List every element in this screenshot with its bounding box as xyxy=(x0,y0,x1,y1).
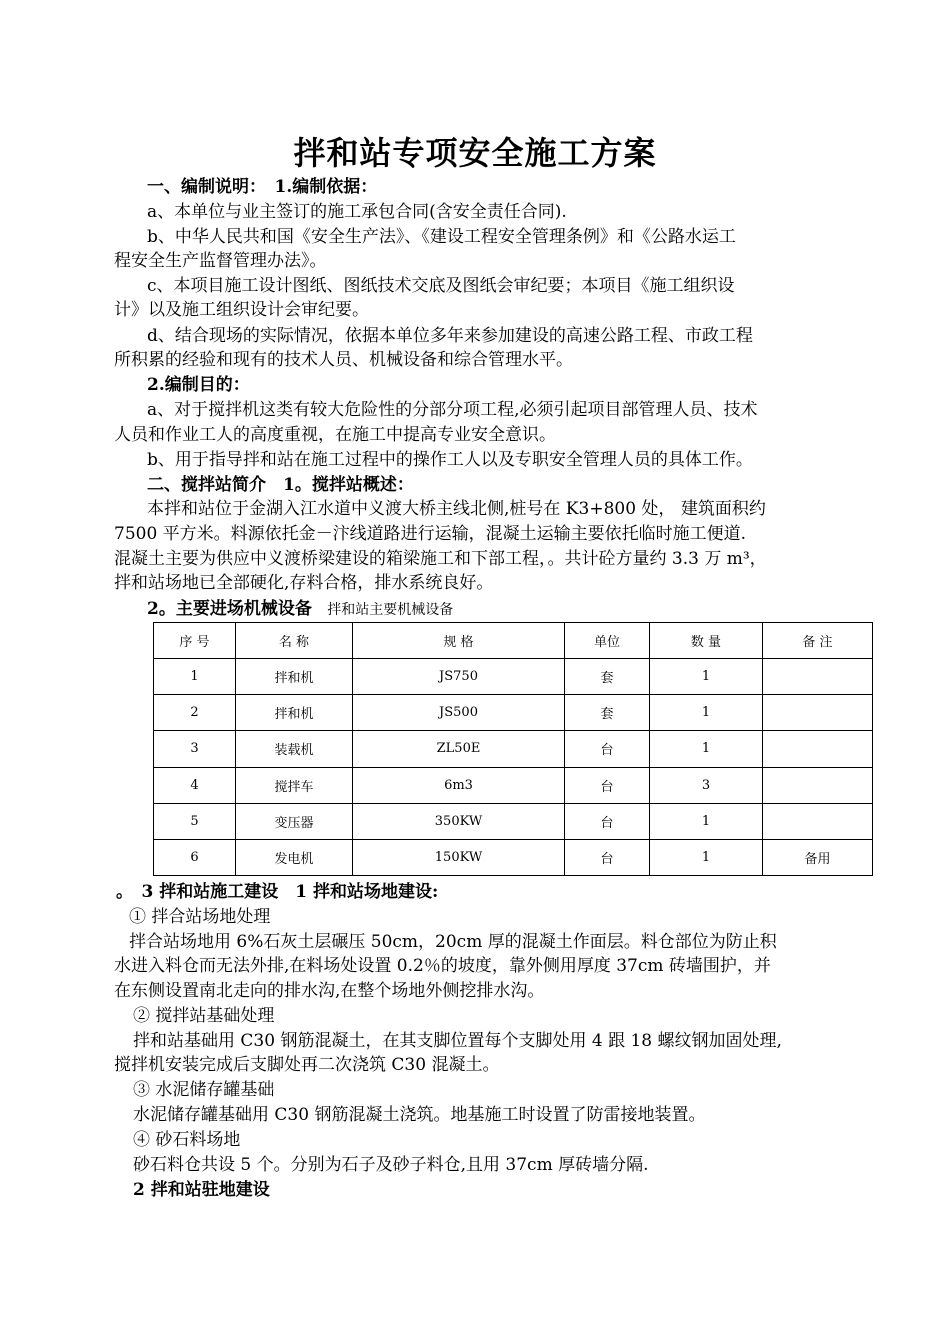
table-cell: 4 xyxy=(154,767,236,803)
paragraph-line: 人员和作业工人的高度重视，在施工中提高专业安全意识。 xyxy=(114,425,556,445)
table-row xyxy=(154,839,873,875)
table-cell: 发电机 xyxy=(236,839,353,875)
table-cell: 台 xyxy=(565,767,650,803)
table-cell: 3 xyxy=(154,731,236,767)
table-cell: 装载机 xyxy=(236,731,353,767)
paragraph-line: 拌合站场地用 6%石灰土层碾压 50cm，20cm 厚的混凝土作面层。料仓部位为防止积 xyxy=(129,932,777,952)
table-cell: 搅拌车 xyxy=(236,767,353,803)
paragraph-line: 混凝土主要为供应中义渡桥梁建设的箱梁施工和下部工程，。共计砼方量约 3.3 万 m³， xyxy=(114,549,767,569)
document-title: 拌和站专项安全施工方案 xyxy=(293,134,657,172)
table-header-row xyxy=(154,623,873,659)
paragraph-line: 本拌和站位于金湖入江水道中义渡大桥主线北侧,桩号在 K3+800 处， 建筑面积约 xyxy=(147,499,766,519)
header-cell: 数 量 xyxy=(650,623,763,659)
table-cell: JS750 xyxy=(353,659,565,695)
table-cell: 台 xyxy=(565,839,650,875)
equipment-table xyxy=(153,622,873,876)
table-cell: 6m3 xyxy=(353,767,565,803)
table-cell: 台 xyxy=(565,731,650,767)
subsection-heading: ① 拌合站场地处理 xyxy=(129,907,271,927)
paragraph-line: 所积累的经验和现有的技术人员、机械设备和综合管理水平。 xyxy=(114,350,573,370)
table-cell: 备用 xyxy=(763,839,873,875)
section-heading xyxy=(147,598,453,621)
section-heading: 2 拌和站驻地建设 xyxy=(133,1180,270,1200)
paragraph-line: a、对于搅拌机这类有较大危险性的分部分项工程,必须引起项目部管理人员、技术 xyxy=(147,400,758,420)
header-cell: 规 格 xyxy=(353,623,565,659)
table-cell: 3 xyxy=(650,767,763,803)
table-row xyxy=(154,659,873,695)
paragraph-line: 程安全生产监督管理办法》。 xyxy=(114,251,327,271)
table-cell: 套 xyxy=(565,695,650,731)
paragraph-line: 水泥储存罐基础用 C30 钢筋混凝土浇筑。地基施工时设置了防雷接地装置。 xyxy=(133,1105,706,1125)
table-cell: 拌和机 xyxy=(236,659,353,695)
paragraph-line: a、本单位与业主签订的施工承包合同(含安全责任合同). xyxy=(147,202,567,222)
paragraph-line: 砂石料仓共设 5 个。分别为石子及砂子料仓,且用 37cm 厚砖墙分隔. xyxy=(133,1155,649,1175)
header-cell: 名 称 xyxy=(236,623,353,659)
table-cell: JS500 xyxy=(353,695,565,731)
table-cell: 350KW xyxy=(353,803,565,839)
section-heading: 二、搅拌站简介 1。搅拌站概述： xyxy=(147,475,414,495)
table-cell: ZL50E xyxy=(353,731,565,767)
table-cell: 6 xyxy=(154,839,236,875)
table-cell: 5 xyxy=(154,803,236,839)
header-cell: 备 注 xyxy=(763,623,873,659)
paragraph-line: b、中华人民共和国《安全生产法》、《建设工程安全管理条例》和《公路水运工 xyxy=(147,227,736,247)
section-heading: 2.编制目的： xyxy=(147,375,250,395)
paragraph-line: 在东侧设置南北走向的排水沟,在整个场地外侧挖排水沟。 xyxy=(114,981,545,1001)
table-row xyxy=(154,695,873,731)
table-cell: 150KW xyxy=(353,839,565,875)
table-cell: 套 xyxy=(565,659,650,695)
subsection-heading: ③ 水泥储存罐基础 xyxy=(133,1080,275,1100)
paragraph-line: 计》以及施工组织设计会审纪要。 xyxy=(114,300,369,320)
table-row xyxy=(154,767,873,803)
paragraph-line: b、用于指导拌和站在施工过程中的操作工人以及专职安全管理人员的具体工作。 xyxy=(147,450,753,470)
subsection-heading: ④ 砂石料场地 xyxy=(133,1130,241,1150)
table-row xyxy=(154,803,873,839)
table-cell: 2 xyxy=(154,695,236,731)
table-cell xyxy=(763,695,873,731)
table-cell: 1 xyxy=(154,659,236,695)
table-row xyxy=(154,731,873,767)
paragraph-line: 拌和站场地已全部硬化,存料合格，排水系统良好。 xyxy=(114,573,494,593)
section-heading: 一、编制说明： 1.编制依据： xyxy=(147,177,378,197)
paragraph-line: d、结合现场的实际情况，依据本单位多年来参加建设的高速公路工程、市政工程 xyxy=(147,326,753,346)
table-cell: 拌和机 xyxy=(236,695,353,731)
header-cell: 单位 xyxy=(565,623,650,659)
table-cell: 1 xyxy=(650,731,763,767)
table-cell xyxy=(763,767,873,803)
table-caption: 拌和站主要机械设备 xyxy=(327,602,454,618)
table-cell xyxy=(763,731,873,767)
paragraph-line: 7500 平方米。料源依托金－汴线道路进行运输，混凝土运输主要依托临时施工便道. xyxy=(114,524,747,544)
paragraph-line: c、本项目施工设计图纸、图纸技术交底及图纸会审纪要；本项目《施工组织设 xyxy=(147,276,735,296)
table-cell: 1 xyxy=(650,803,763,839)
paragraph-line: 拌和站基础用 C30 钢筋混凝土，在其支脚位置每个支脚处用 4 跟 18 螺纹钢加固处理, xyxy=(133,1031,782,1051)
table-cell: 1 xyxy=(650,659,763,695)
table-cell: 1 xyxy=(650,839,763,875)
header-cell: 序 号 xyxy=(154,623,236,659)
section-heading: 。 3 拌和站施工建设 1 拌和站场地建设: xyxy=(116,882,439,902)
subsection-heading: ② 搅拌站基础处理 xyxy=(133,1006,275,1026)
paragraph-line: 搅拌机安装完成后支脚处再二次浇筑 C30 混凝土。 xyxy=(114,1055,500,1075)
paragraph-line: 水进入料仓而无法外排,在料场处设置 0.2％的坡度，靠外侧用厚度 37cm 砖墙围护，并 xyxy=(114,956,771,976)
table-cell: 1 xyxy=(650,695,763,731)
table-cell: 台 xyxy=(565,803,650,839)
table-cell xyxy=(763,803,873,839)
table-cell xyxy=(763,659,873,695)
table-cell: 变压器 xyxy=(236,803,353,839)
equipment-heading: 2。主要进场机械设备 xyxy=(147,599,312,619)
